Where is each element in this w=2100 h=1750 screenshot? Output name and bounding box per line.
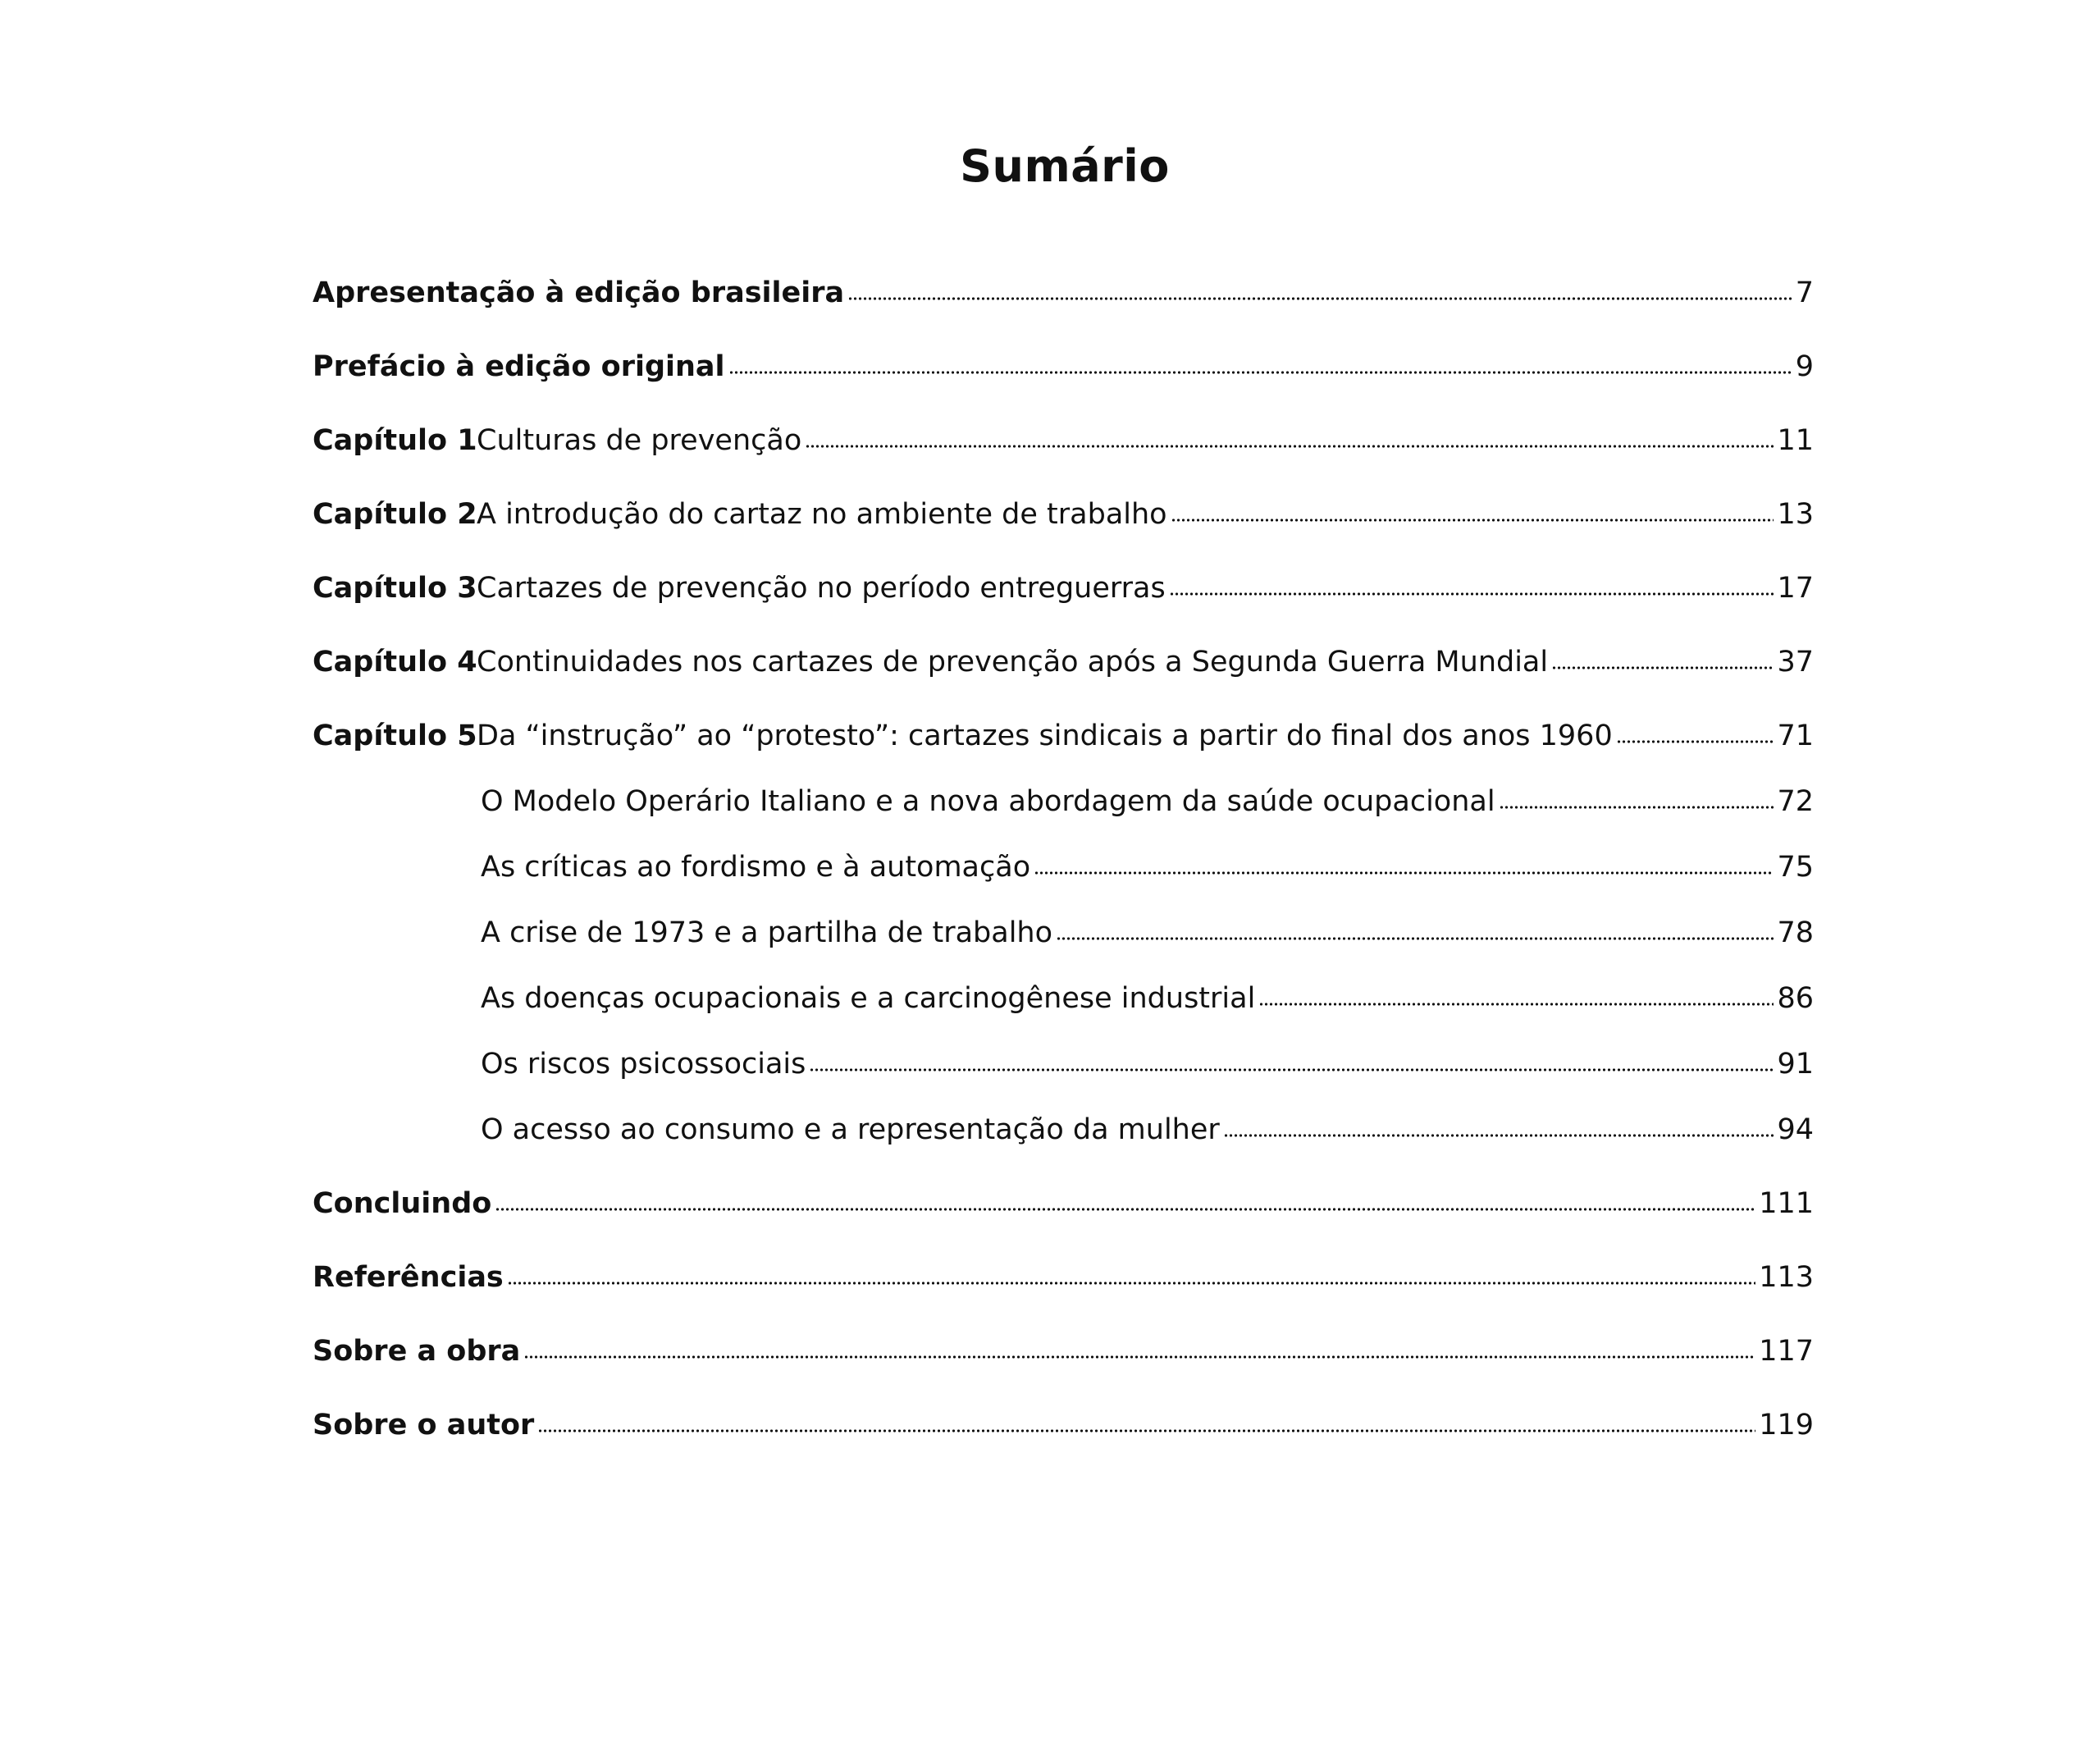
chapter-label: Capítulo 4: [313, 646, 477, 679]
chapter-label: Capítulo 3: [313, 572, 477, 605]
toc-page-number: 75: [1777, 851, 1814, 884]
chapter-label: Capítulo 1: [313, 424, 477, 457]
dot-leader: [730, 371, 1792, 374]
toc-page-number: 17: [1777, 572, 1814, 605]
toc-entry-sobre-a-obra[interactable]: [313, 1327, 1814, 1376]
toc-entry-label: Prefácio à edição original: [313, 350, 725, 383]
toc-page-number: 113: [1759, 1261, 1814, 1294]
toc-entry-label: Apresentação à edição brasileira: [313, 276, 845, 309]
toc-entry-label: Sobre o autor: [313, 1409, 535, 1442]
toc-entry-prefacio[interactable]: [313, 342, 1814, 391]
toc-chapter-2[interactable]: [313, 490, 1814, 539]
chapter-label: Capítulo 5: [313, 720, 477, 752]
toc-page-number: 71: [1777, 720, 1814, 752]
toc-entry-label: Concluindo: [313, 1187, 492, 1220]
chapter-label: Capítulo 2: [313, 498, 477, 531]
dot-leader: [806, 445, 1774, 448]
toc-page-number: 111: [1759, 1187, 1814, 1220]
chapter-title: Da “instrução” ao “protesto”: cartazes sindicais a partir do final dos anos 1960: [477, 720, 1613, 752]
subsection-title: As críticas ao fordismo e à automação: [481, 851, 1031, 884]
toc-page-number: 117: [1759, 1335, 1814, 1368]
toc-page-number: 91: [1777, 1048, 1814, 1081]
dot-leader: [810, 1068, 1774, 1071]
dot-leader: [1035, 871, 1774, 875]
subsection-title: O acesso ao consumo e a representação da mulher: [481, 1113, 1220, 1146]
dot-leader: [509, 1282, 1755, 1285]
subsection-title: A crise de 1973 e a partilha de trabalho: [481, 916, 1053, 949]
dot-leader: [1057, 937, 1774, 940]
toc-entry-label: Sobre a obra: [313, 1335, 521, 1368]
toc-chapter-4[interactable]: [313, 637, 1814, 687]
toc-subsection[interactable]: [481, 1105, 1814, 1154]
toc-entry-sobre-o-autor[interactable]: [313, 1400, 1814, 1450]
page-title: Sumário: [960, 140, 1170, 193]
toc-page-number: 94: [1777, 1113, 1814, 1146]
chapter-title: A introdução do cartaz no ambiente de trabalho: [477, 498, 1167, 531]
dot-leader: [1171, 592, 1774, 596]
toc-page-number: 13: [1777, 498, 1814, 531]
toc-subsection[interactable]: [481, 777, 1814, 826]
chapter-title: Continuidades nos cartazes de prevenção após a Segunda Guerra Mundial: [477, 646, 1549, 679]
dot-leader: [1500, 806, 1774, 809]
subsection-title: O Modelo Operário Italiano e a nova abordagem da saúde ocupacional: [481, 785, 1495, 818]
dot-leader: [1225, 1134, 1774, 1137]
toc-page-number: 72: [1777, 785, 1814, 818]
dot-leader: [1260, 1003, 1774, 1006]
dot-leader: [496, 1208, 1755, 1211]
toc-page-number: 9: [1795, 350, 1814, 383]
toc-chapter-3[interactable]: [313, 564, 1814, 613]
toc-entry-referencias[interactable]: [313, 1253, 1814, 1302]
dot-leader: [849, 297, 1792, 300]
toc-subsection[interactable]: [481, 908, 1814, 957]
dot-leader: [525, 1355, 1755, 1359]
subsection-title: As doenças ocupacionais e a carcinogênese industrial: [481, 982, 1256, 1015]
chapter-title: Culturas de prevenção: [477, 424, 802, 457]
toc-page-number: 78: [1777, 916, 1814, 949]
toc-page-number: 119: [1759, 1409, 1814, 1442]
toc-entry-label: Referências: [313, 1261, 504, 1294]
toc-entry-concluindo[interactable]: [313, 1179, 1814, 1228]
toc-page-number: 86: [1777, 982, 1814, 1015]
dot-leader: [1618, 740, 1774, 743]
toc-chapter-1[interactable]: [313, 416, 1814, 465]
chapter-title: Cartazes de prevenção no período entreguerras: [477, 572, 1166, 605]
toc-subsection[interactable]: [481, 843, 1814, 892]
toc-page-number: 11: [1777, 424, 1814, 457]
subsection-title: Os riscos psicossociais: [481, 1048, 806, 1081]
dot-leader: [539, 1429, 1755, 1432]
toc-page-number: 7: [1795, 276, 1814, 309]
dot-leader: [1172, 519, 1774, 522]
dot-leader: [1553, 666, 1774, 669]
toc-subsection[interactable]: [481, 974, 1814, 1023]
toc-chapter-5[interactable]: [313, 711, 1814, 761]
toc-page-number: 37: [1777, 646, 1814, 679]
toc-subsection[interactable]: [481, 1039, 1814, 1089]
toc-entry-apresentacao[interactable]: [313, 268, 1814, 318]
